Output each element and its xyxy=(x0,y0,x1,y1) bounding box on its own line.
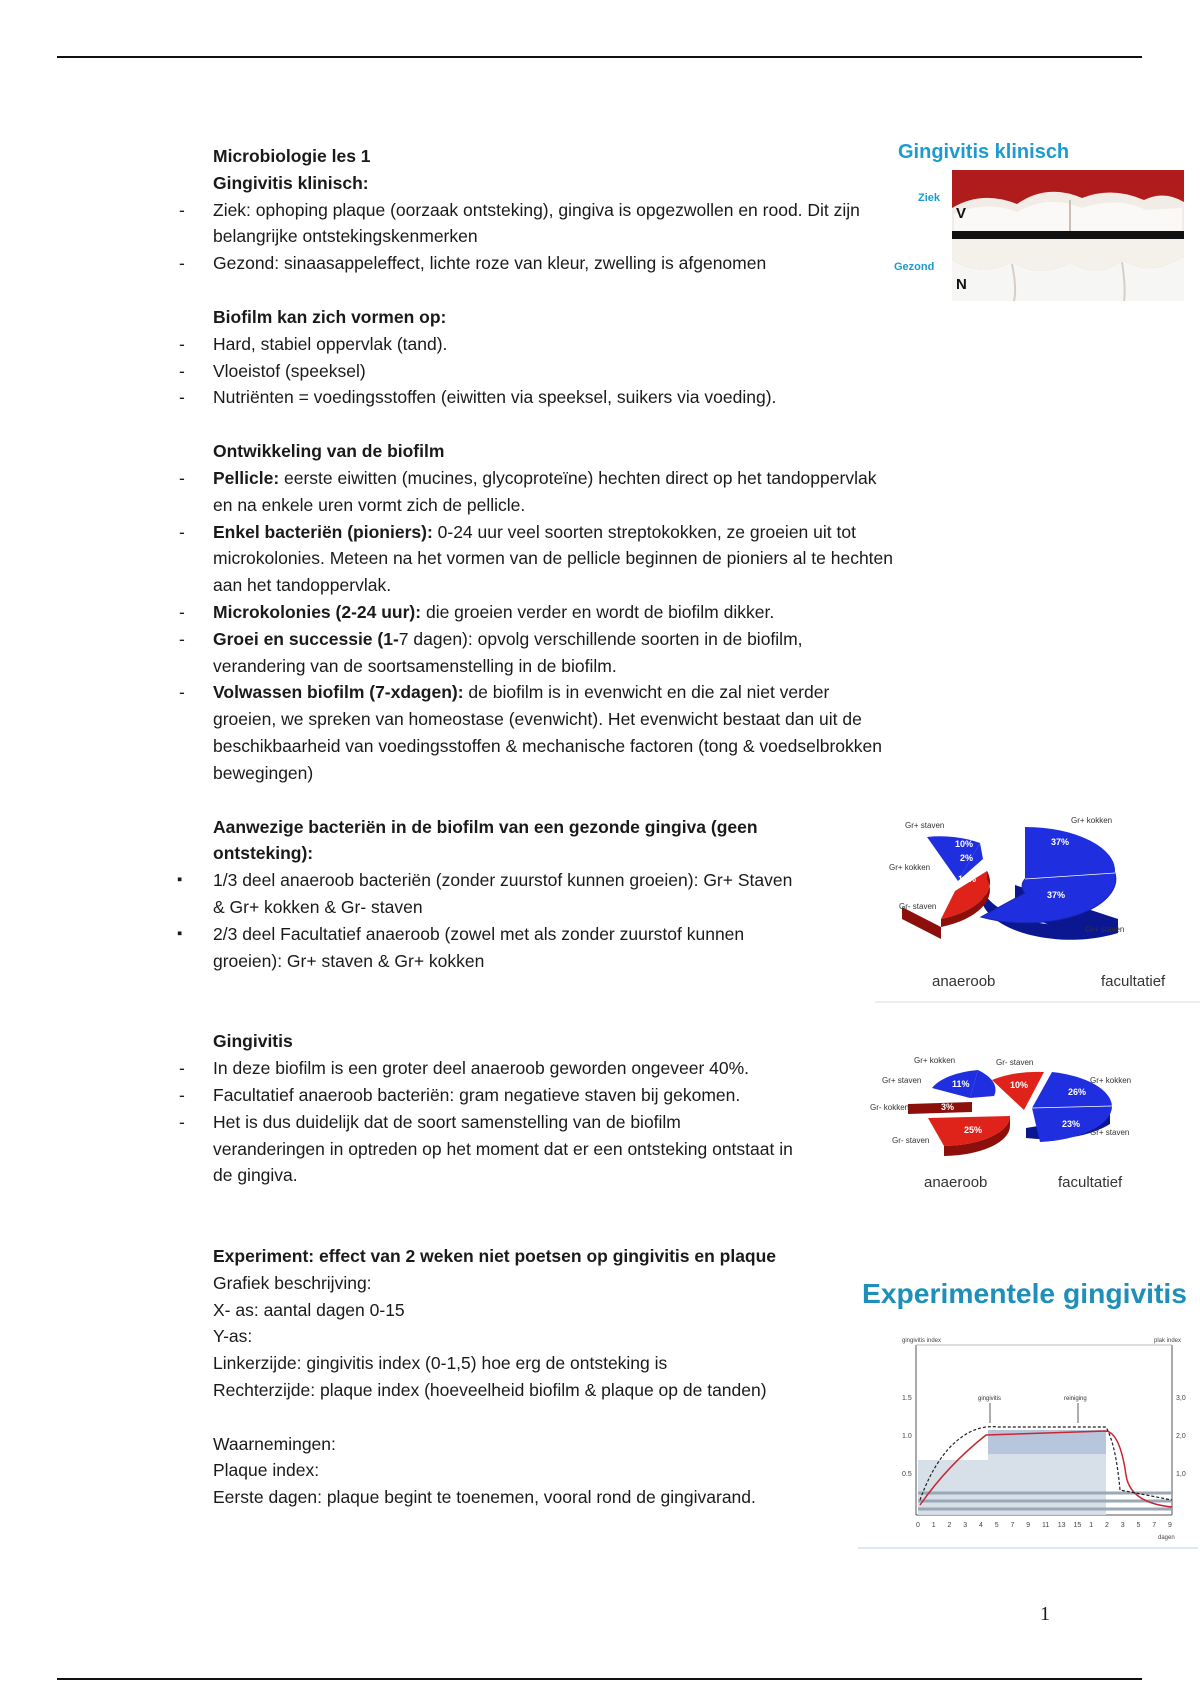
x-tick: 7 xyxy=(1010,1522,1015,1529)
x-tick: 3 xyxy=(963,1522,968,1529)
list-item: - Het is dus duidelijk dat de soort samenstelling van de biofilm veranderingen in optreden op het moment dat er een ontsteking ontstaat in de gingiva. xyxy=(175,1109,795,1189)
pie-value: 23% xyxy=(1062,1119,1081,1129)
group-label-anaerobic: anaeroob xyxy=(932,973,996,990)
pie-label: Gr+ staven xyxy=(1090,1128,1130,1137)
main-text xyxy=(175,143,895,1511)
right-tick: 2,0 xyxy=(1176,1433,1186,1440)
bullet-list xyxy=(175,867,795,974)
x-tick: 1 xyxy=(931,1522,936,1529)
experiment-chart-figure xyxy=(858,1275,1198,1550)
pie-label: Gr- staven xyxy=(996,1058,1034,1067)
list-item: - Gezond: sinaasappeleffect, lichte roze van kleur, zwelling is afgenomen xyxy=(175,250,895,277)
doc-title: Microbiologie les 1 xyxy=(213,146,371,166)
section-heading: Aanwezige bacteriën in de biofilm van een gezonde gingiva (geen ontsteking): xyxy=(213,816,758,864)
x-tick: 15 xyxy=(1073,1522,1082,1529)
pie-label: Gr+ staven xyxy=(905,821,945,830)
left-tick: 1.0 xyxy=(902,1433,912,1440)
pie-label: Gr+ kokken xyxy=(889,863,931,872)
x-tick: 5 xyxy=(1136,1522,1141,1529)
x-tick: 2 xyxy=(947,1522,952,1529)
list-item: - Microkolonies (2-24 uur): die groeien verder en wordt de biofilm dikker. xyxy=(175,599,895,626)
list-item: - Pellicle: eerste eiwitten (mucines, glycoproteïne) hechten direct op het tandoppervlak en na enkele uren vormt zich de pellicle. xyxy=(175,465,895,519)
section-heading: Experiment: effect van 2 weken niet poetsen op gingivitis en plaque xyxy=(213,1246,777,1267)
x-tick: 5 xyxy=(994,1522,999,1529)
x-tick: 4 xyxy=(979,1522,983,1529)
pie-value: 37% xyxy=(1047,890,1066,900)
top-rule xyxy=(57,56,1142,58)
pie-label: Gr+ kokken xyxy=(1071,816,1113,825)
gum-photo-sick xyxy=(952,170,1184,234)
pie-label: Gr- kokken xyxy=(870,1103,910,1112)
list-item: - In deze biofilm is een groter deel anaeroob geworden ongeveer 40%. xyxy=(175,1055,795,1082)
left-tick: 0.5 xyxy=(902,1471,912,1478)
list-item: - Ziek: ophoping plaque (oorzaak ontsteking), gingiva is opgezwollen en rood. Dit zijn belangrijke ontstekingskenmerken xyxy=(175,197,895,251)
right-tick: 1,0 xyxy=(1176,1471,1186,1478)
list-item: - Volwassen biofilm (7-xdagen): de biofilm is in evenwicht en die zal niet verder groeien, we spreken van homeostase (evenwicht). Het evenwicht bestaat dan uit de beschikbaarheid van voedingsstoffen & mechanische factoren (tong & voedselbrokken bewegingen) xyxy=(175,679,895,786)
pie-value: 26% xyxy=(1068,1087,1087,1097)
text-line: X- as: aantal dagen 0-15 xyxy=(213,1299,405,1320)
pie-label: Gr+ kokken xyxy=(1090,1076,1132,1085)
x-tick: 7 xyxy=(1152,1522,1157,1529)
list-item: - Groei en successie (1-7 dagen): opvolg verschillende soorten in de biofilm, verandering van de soortsamenstelling in de biofilm. xyxy=(175,626,895,680)
section-heading: Gingivitis xyxy=(213,1031,293,1052)
pie-value: 10% xyxy=(955,839,974,849)
left-tick: 1.5 xyxy=(902,1395,912,1402)
pie-label: Gr+ staven xyxy=(1085,925,1125,934)
text-line: Eerste dagen: plaque begint te toenemen, vooral rond de gingivarand. xyxy=(213,1487,756,1508)
gum-photo-healthy xyxy=(952,239,1184,301)
pie-slice-facultative-kokken xyxy=(1025,827,1115,879)
text-line: Y-as: xyxy=(213,1326,253,1347)
gingivitis-pie-figure xyxy=(868,1050,1193,1210)
pie-label: Gr- staven xyxy=(892,1136,930,1145)
group-label-facultative: facultatief xyxy=(1058,1174,1123,1191)
letter-sick: V xyxy=(956,205,967,222)
x-axis-label: dagen xyxy=(1158,1535,1175,1541)
page-number: 1 xyxy=(1040,1603,1050,1625)
pie-value: 13% xyxy=(958,874,977,884)
x-tick: 2 xyxy=(1105,1522,1109,1529)
x-tick: 9 xyxy=(1168,1522,1172,1529)
pie-value: 3% xyxy=(941,1102,955,1112)
bottom-rule xyxy=(57,1678,1142,1680)
list-item: - Nutriënten = voedingsstoffen (eiwitten via speeksel, suikers via voeding). xyxy=(175,384,895,411)
pie-value: 25% xyxy=(964,1125,983,1135)
bullet-list xyxy=(175,331,895,411)
annotation: gingivitis xyxy=(978,1396,1002,1402)
section-heading: Gingivitis klinisch: xyxy=(213,172,369,193)
bullet-list xyxy=(175,465,895,787)
x-tick: 0 xyxy=(916,1522,920,1529)
pie-label: Gr+ staven xyxy=(882,1076,922,1085)
text-line xyxy=(175,1404,795,1431)
text-line: Linkerzijde: gingivitis index (0-1,5) hoe erg de ontsteking is xyxy=(213,1353,668,1374)
text-line: Plaque index: xyxy=(213,1460,320,1481)
section-heading: Biofilm kan zich vormen op: xyxy=(213,306,447,327)
list-item: ▪ 2/3 deel Facultatief anaeroob (zowel met als zonder zuurstof kunnen groeien): Gr+ staven & Gr+ kokken xyxy=(175,921,795,975)
chart-title: Experimentele gingivitis xyxy=(862,1278,1187,1309)
clinical-figure xyxy=(882,138,1192,303)
group-label-facultative: facultatief xyxy=(1101,973,1166,990)
right-tick: 3,0 xyxy=(1176,1395,1186,1402)
divider-bar xyxy=(952,231,1184,239)
bullet-list xyxy=(175,1055,795,1189)
letter-healthy: N xyxy=(956,276,967,293)
text-line: Grafiek beschrijving: xyxy=(213,1272,372,1293)
figure-title: Gingivitis klinisch xyxy=(898,141,1070,163)
bullet-list xyxy=(175,197,895,277)
pie-value: 11% xyxy=(952,1079,970,1089)
text-line: Rechterzijde: plaque index (hoeveelheid biofilm & plaque op de tanden) xyxy=(213,1380,767,1401)
pie-value: 37% xyxy=(1051,837,1070,847)
text-line: Waarnemingen: xyxy=(213,1433,336,1454)
x-tick-group xyxy=(916,1522,1172,1529)
pie-value: 10% xyxy=(1010,1080,1029,1090)
list-item: ▪ 1/3 deel anaeroob bacteriën (zonder zuurstof kunnen groeien): Gr+ Staven & Gr+ kokken & Gr- staven xyxy=(175,867,795,921)
pie-depth-red xyxy=(902,907,941,939)
label-sick: Ziek xyxy=(918,192,941,204)
x-tick: 13 xyxy=(1057,1522,1066,1529)
healthy-pie-figure xyxy=(875,815,1200,1005)
pie-slice-anaerob-gr-neg-kokken xyxy=(908,1102,972,1114)
left-axis-label: gingivitis index xyxy=(902,1338,942,1344)
x-tick: 9 xyxy=(1026,1522,1031,1529)
annotation: reiniging xyxy=(1064,1396,1087,1402)
list-item: - Vloeistof (speeksel) xyxy=(175,358,895,385)
group-label-anaerobic: anaeroob xyxy=(924,1174,988,1191)
list-item: - Hard, stabiel oppervlak (tand). xyxy=(175,331,895,358)
x-tick: 3 xyxy=(1120,1522,1125,1529)
pie-label: Gr+ kokken xyxy=(914,1056,956,1065)
section-heading: Ontwikkeling van de biofilm xyxy=(213,441,445,462)
pie-value: 2% xyxy=(960,853,974,863)
list-item: - Enkel bacteriën (pioniers): 0-24 uur veel soorten streptokokken, ze groeien uit tot microkolonies. Meteen na het vormen van de pellicle beginnen de pioniers al te hechten aan het tandoppervlak. xyxy=(175,519,895,599)
pie-label: Gr- staven xyxy=(899,902,937,911)
list-item: - Facultatief anaeroob bacteriën: gram negatieve staven bij gekomen. xyxy=(175,1082,795,1109)
x-tick: 11 xyxy=(1042,1522,1050,1529)
label-healthy: Gezond xyxy=(894,261,935,273)
x-tick: 1 xyxy=(1089,1522,1094,1529)
right-axis-label: plak index xyxy=(1154,1338,1182,1344)
